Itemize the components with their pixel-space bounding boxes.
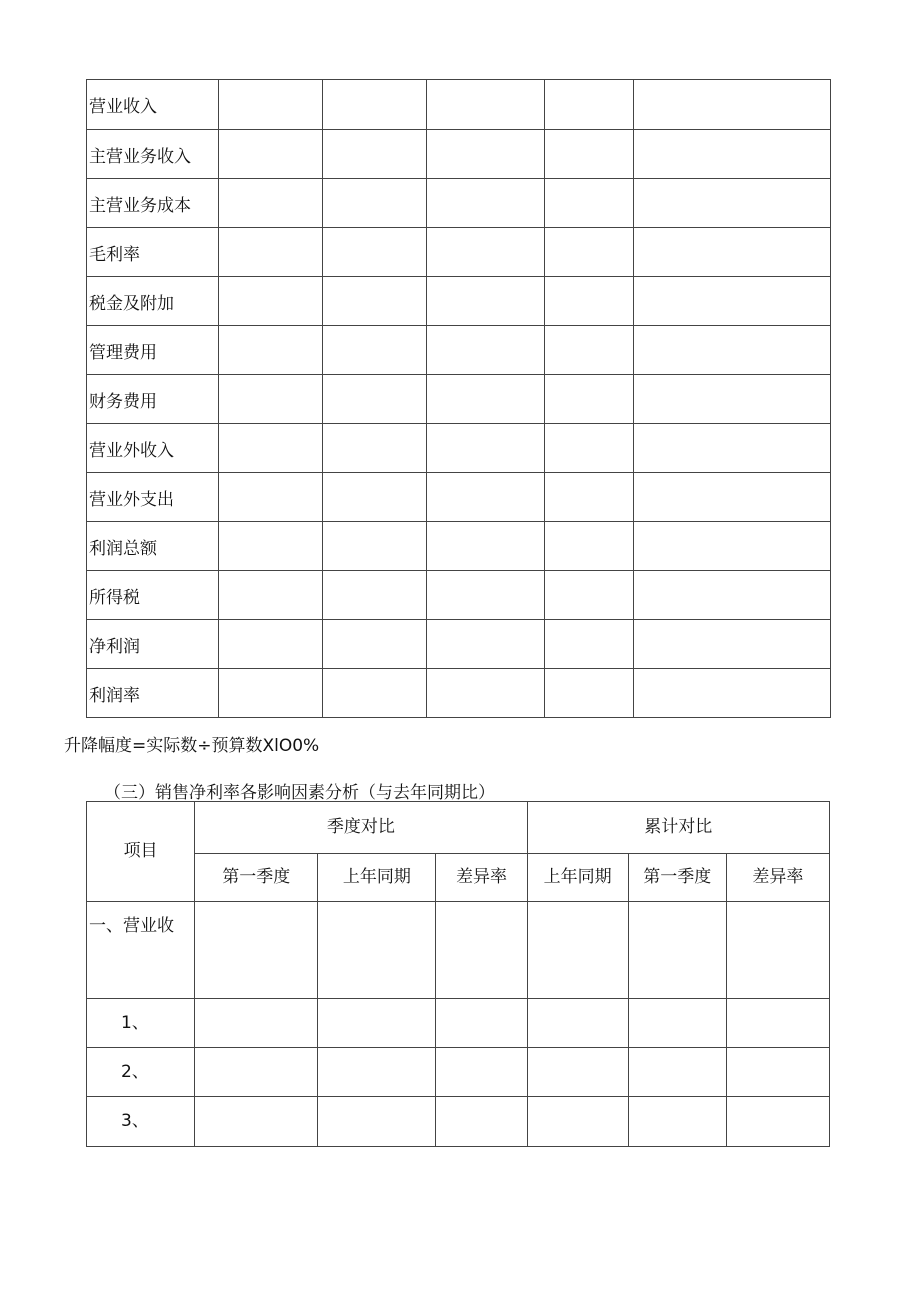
table-cell[interactable] xyxy=(427,130,545,179)
table-cell[interactable] xyxy=(545,424,634,473)
row-label: 主营业务收入 xyxy=(87,130,219,179)
table-cell[interactable] xyxy=(427,669,545,718)
table-cell[interactable] xyxy=(436,999,527,1048)
header-quarter-col: 上年同期 xyxy=(318,854,436,902)
table-cell[interactable] xyxy=(545,80,634,130)
row-label: 3、 xyxy=(87,1097,195,1147)
table-cell[interactable] xyxy=(545,669,634,718)
table-row xyxy=(87,620,831,669)
table-row xyxy=(87,80,831,130)
table-cell[interactable] xyxy=(634,620,831,669)
table-cell[interactable] xyxy=(634,228,831,277)
table-cell[interactable] xyxy=(628,1048,726,1097)
table-row xyxy=(87,669,831,718)
row-label: 所得税 xyxy=(87,571,219,620)
table-cell[interactable] xyxy=(323,424,427,473)
table-cell[interactable] xyxy=(634,375,831,424)
row-label: 主营业务成本 xyxy=(87,179,219,228)
table-cell[interactable] xyxy=(323,130,427,179)
table-cell[interactable] xyxy=(323,571,427,620)
table-cell[interactable] xyxy=(436,1048,527,1097)
table-cell[interactable] xyxy=(323,669,427,718)
table-cell[interactable] xyxy=(427,424,545,473)
table-cell[interactable] xyxy=(628,902,726,999)
table-cell[interactable] xyxy=(634,669,831,718)
table-row xyxy=(87,228,831,277)
header-quarter-col: 第一季度 xyxy=(195,854,318,902)
table-cell[interactable] xyxy=(318,1048,436,1097)
row-label: 利润总额 xyxy=(87,522,219,571)
table-cell[interactable] xyxy=(628,999,726,1048)
table-cell[interactable] xyxy=(427,277,545,326)
table-cell[interactable] xyxy=(323,620,427,669)
table-row xyxy=(87,473,831,522)
table-row xyxy=(87,326,831,375)
row-label: 利润率 xyxy=(87,669,219,718)
table-cell[interactable] xyxy=(219,571,323,620)
table-header-row xyxy=(87,802,830,854)
table-cell[interactable] xyxy=(726,999,829,1048)
table-cell[interactable] xyxy=(545,228,634,277)
table-cell[interactable] xyxy=(527,1097,628,1147)
table-cell[interactable] xyxy=(219,277,323,326)
table-cell[interactable] xyxy=(219,80,323,130)
table-cell[interactable] xyxy=(427,571,545,620)
income-statement-body xyxy=(87,80,831,718)
table-cell[interactable] xyxy=(323,228,427,277)
table-cell[interactable] xyxy=(634,473,831,522)
table-cell[interactable] xyxy=(219,326,323,375)
row-label: 毛利率 xyxy=(87,228,219,277)
table-cell[interactable] xyxy=(634,179,831,228)
table-cell[interactable] xyxy=(195,999,318,1048)
table-row xyxy=(87,277,831,326)
row-label: 营业外支出 xyxy=(87,473,219,522)
header-cumulative-col: 第一季度 xyxy=(628,854,726,902)
table-cell[interactable] xyxy=(634,326,831,375)
table-cell[interactable] xyxy=(634,130,831,179)
table-cell[interactable] xyxy=(545,375,634,424)
factor-analysis-table xyxy=(86,801,830,1147)
table-cell[interactable] xyxy=(726,902,829,999)
table-cell[interactable] xyxy=(427,228,545,277)
table-row xyxy=(87,1048,830,1097)
row-label: 税金及附加 xyxy=(87,277,219,326)
row-label: 财务费用 xyxy=(87,375,219,424)
table-cell[interactable] xyxy=(527,902,628,999)
table-cell[interactable] xyxy=(545,522,634,571)
table-row xyxy=(87,1097,830,1147)
table-cell[interactable] xyxy=(726,1097,829,1147)
table-row xyxy=(87,902,830,999)
table-cell[interactable] xyxy=(527,1048,628,1097)
header-cumulative-col: 上年同期 xyxy=(527,854,628,902)
row-label: 管理费用 xyxy=(87,326,219,375)
table-cell[interactable] xyxy=(195,1097,318,1147)
table-cell[interactable] xyxy=(436,1097,527,1147)
row-label: 营业收入 xyxy=(87,80,219,130)
table-cell[interactable] xyxy=(427,522,545,571)
table-cell[interactable] xyxy=(219,620,323,669)
table-cell[interactable] xyxy=(219,375,323,424)
table-cell[interactable] xyxy=(323,326,427,375)
table-cell[interactable] xyxy=(219,424,323,473)
table-cell[interactable] xyxy=(527,999,628,1048)
table-cell[interactable] xyxy=(318,902,436,999)
table-cell[interactable] xyxy=(545,473,634,522)
row-label: 营业外收入 xyxy=(87,424,219,473)
header-cumulative-col: 差异率 xyxy=(726,854,829,902)
table-cell[interactable] xyxy=(634,571,831,620)
table-subheader-row xyxy=(87,854,830,902)
section-heading: （三）销售净利率各影响因素分析（与去年同期比） xyxy=(104,783,495,803)
table-cell[interactable] xyxy=(323,522,427,571)
table-cell[interactable] xyxy=(634,277,831,326)
table-cell[interactable] xyxy=(323,277,427,326)
table-cell[interactable] xyxy=(323,473,427,522)
table-cell[interactable] xyxy=(219,669,323,718)
header-cumulative-group: 累计对比 xyxy=(527,802,829,854)
table-cell[interactable] xyxy=(323,375,427,424)
table-cell[interactable] xyxy=(219,130,323,179)
table-cell[interactable] xyxy=(427,80,545,130)
row-label: 一、营业收 xyxy=(87,902,195,999)
table-row xyxy=(87,424,831,473)
table-cell[interactable] xyxy=(545,277,634,326)
header-item: 项目 xyxy=(87,802,195,902)
income-statement-table xyxy=(86,79,831,718)
table-row xyxy=(87,522,831,571)
formula-note: 升降幅度=实际数÷预算数XlO0% xyxy=(64,736,320,756)
table-cell[interactable] xyxy=(634,424,831,473)
table-cell[interactable] xyxy=(318,999,436,1048)
table-cell[interactable] xyxy=(323,179,427,228)
table-cell[interactable] xyxy=(219,179,323,228)
table-cell[interactable] xyxy=(219,473,323,522)
table-cell[interactable] xyxy=(427,326,545,375)
table-row xyxy=(87,375,831,424)
table-cell[interactable] xyxy=(195,902,318,999)
table-cell[interactable] xyxy=(323,80,427,130)
table-cell[interactable] xyxy=(427,620,545,669)
table-cell[interactable] xyxy=(726,1048,829,1097)
table-cell[interactable] xyxy=(545,571,634,620)
table-cell[interactable] xyxy=(634,522,831,571)
table-cell[interactable] xyxy=(545,326,634,375)
header-quarter-col: 差异率 xyxy=(436,854,527,902)
table-cell[interactable] xyxy=(195,1048,318,1097)
table-cell[interactable] xyxy=(628,1097,726,1147)
table-row xyxy=(87,179,831,228)
header-quarter-group: 季度对比 xyxy=(195,802,527,854)
table-cell[interactable] xyxy=(634,80,831,130)
table-cell[interactable] xyxy=(318,1097,436,1147)
table-row xyxy=(87,999,830,1048)
table-row xyxy=(87,130,831,179)
table-row xyxy=(87,571,831,620)
row-label: 净利润 xyxy=(87,620,219,669)
table-cell[interactable] xyxy=(545,179,634,228)
table-cell[interactable] xyxy=(545,130,634,179)
table-cell[interactable] xyxy=(427,179,545,228)
table-cell[interactable] xyxy=(427,375,545,424)
table-cell[interactable] xyxy=(545,620,634,669)
row-label: 2、 xyxy=(87,1048,195,1097)
row-label: 1、 xyxy=(87,999,195,1048)
table-cell[interactable] xyxy=(219,522,323,571)
table-cell[interactable] xyxy=(436,902,527,999)
table-cell[interactable] xyxy=(219,228,323,277)
table-cell[interactable] xyxy=(427,473,545,522)
